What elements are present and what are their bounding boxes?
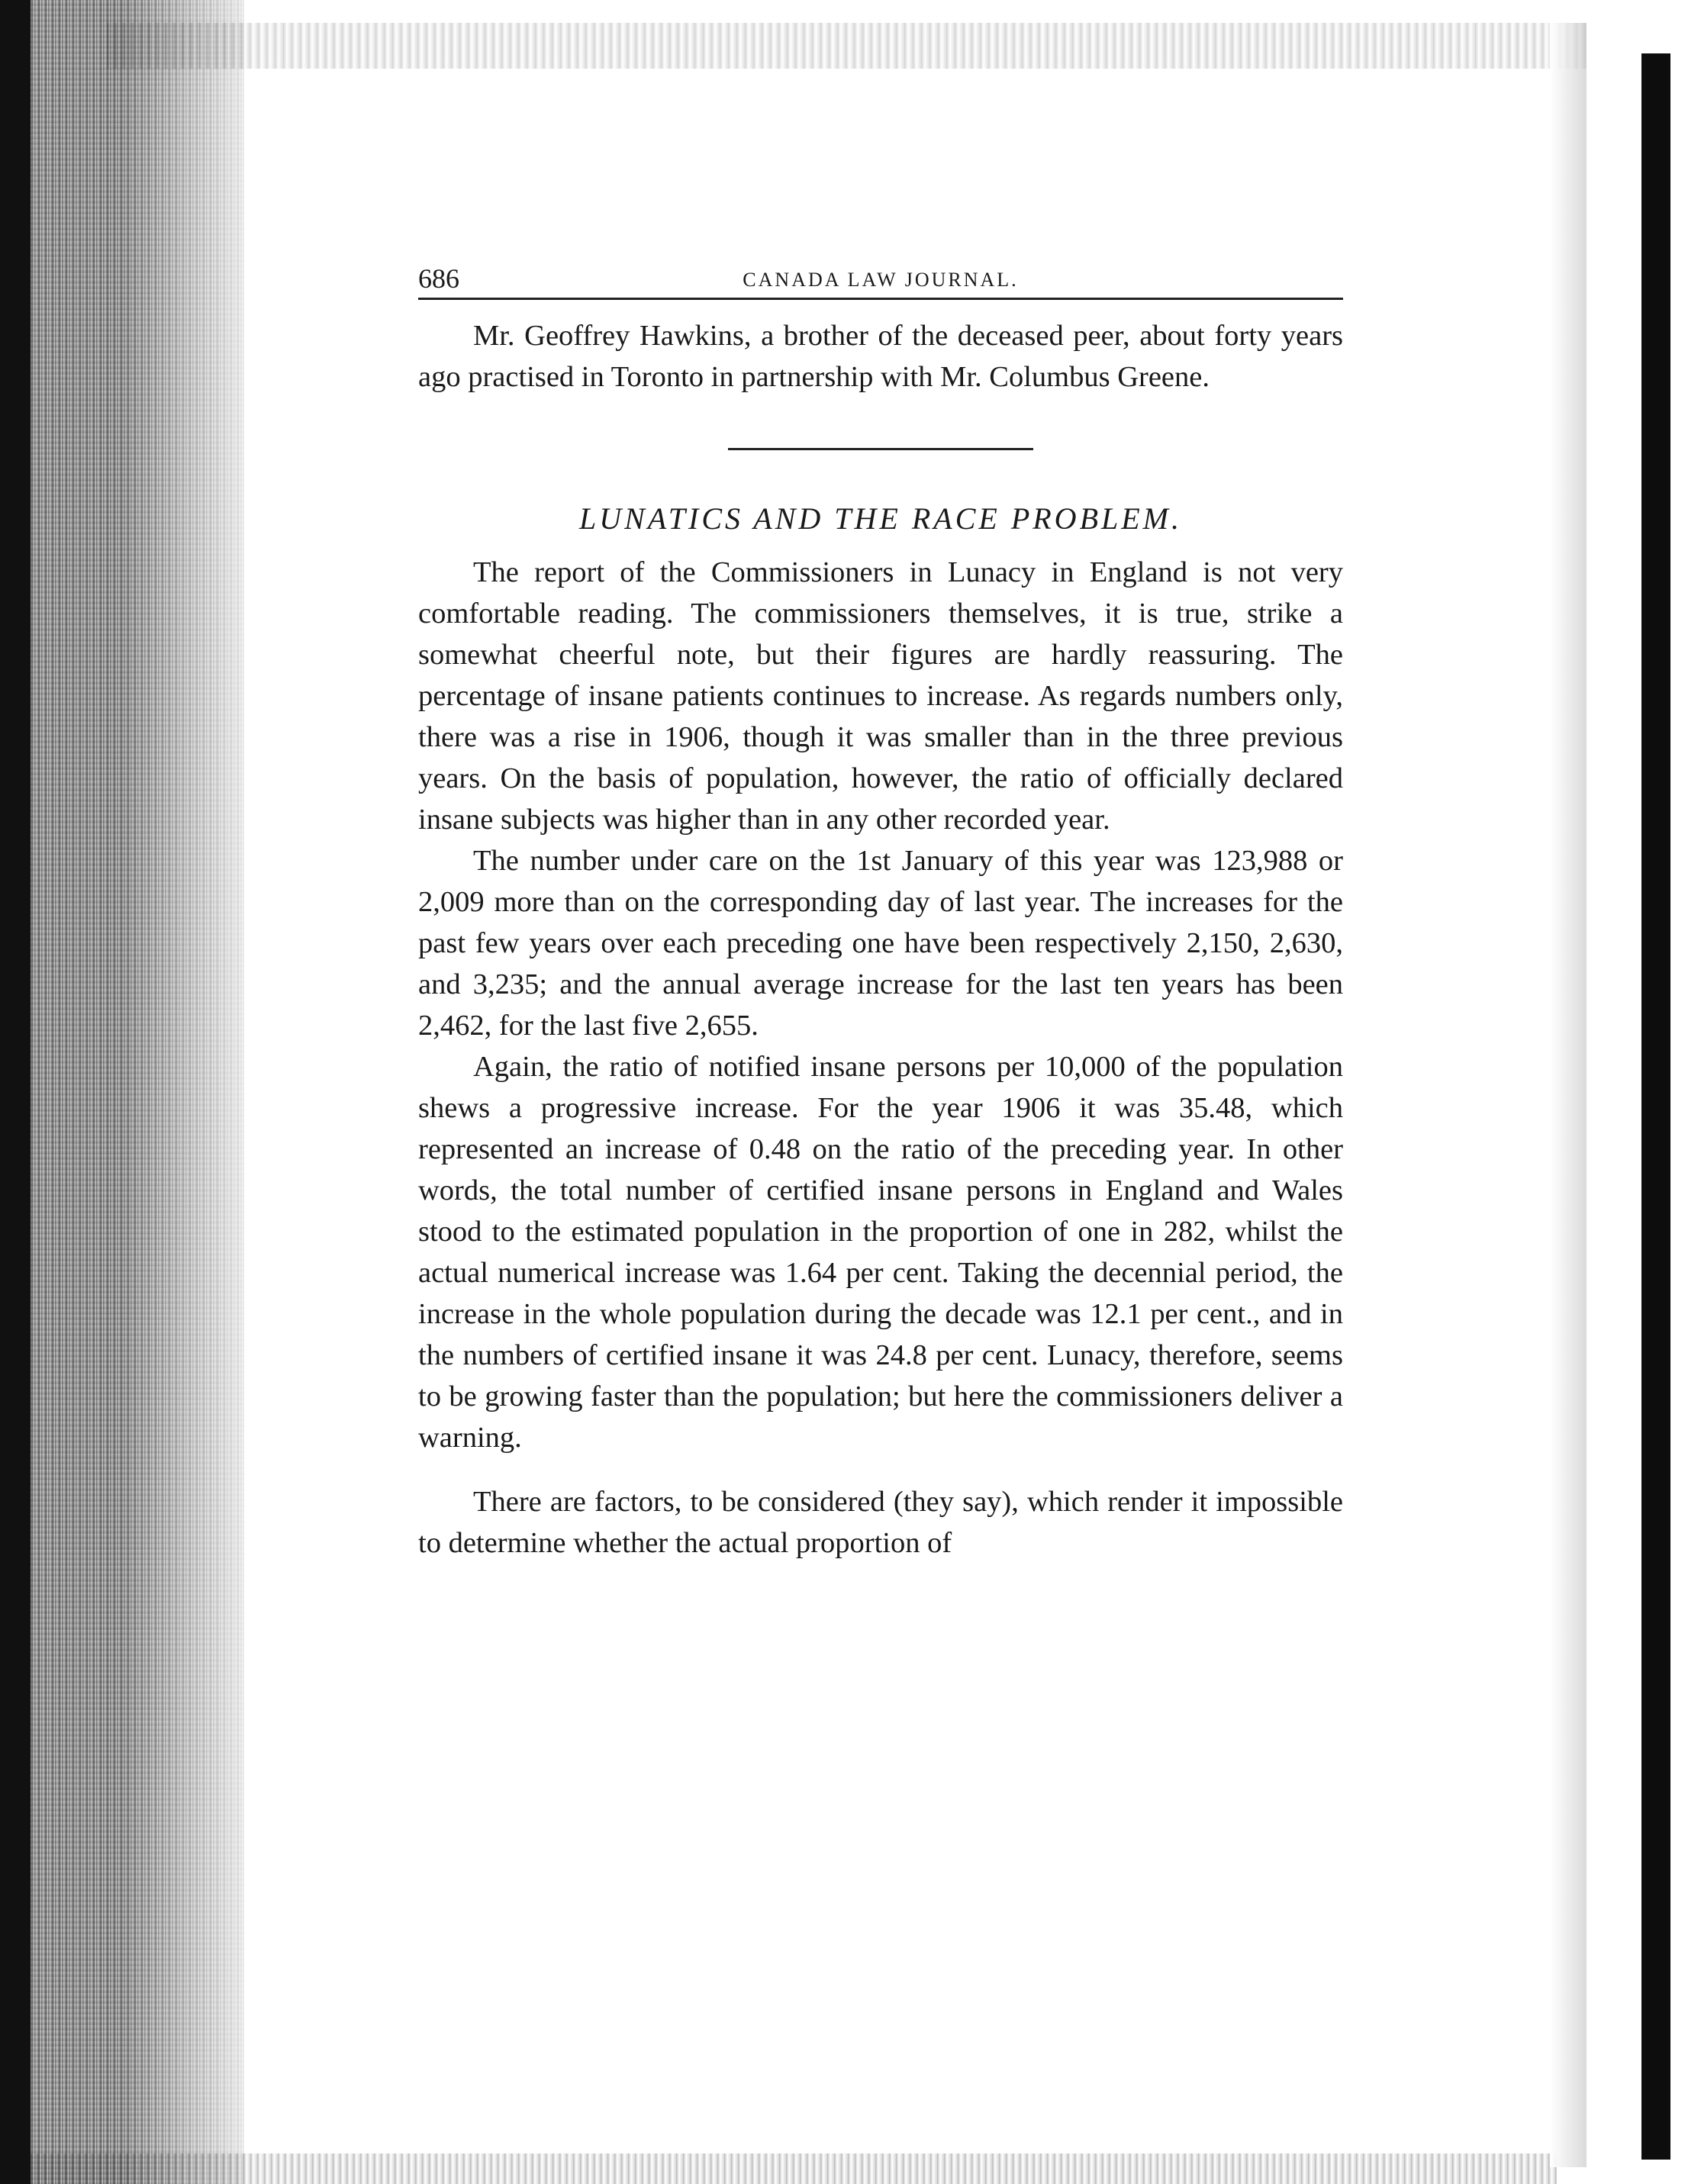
article-paragraph-3: Again, the ratio of notified insane persons per 10,000 of the population shews a progressive increase. For the year 1906 it was 35.48, which represented an increase of 0.48 on the ratio of the preceding year. In other words, the total number of certified insane persons in England and Wales stood to the estimated population in the proportion of one in 282, whilst the actual numerical increase was 1.64 per cent. Taking the decennial period, the increase in the whole population during the decade was 12.1 per cent., and in the numbers of certified insane it was 24.8 per cent. Lunacy, therefore, seems to be growing faster than the population; but here the commissioners deliver a warning. — [418, 1051, 1343, 1454]
scan-binding-fade — [122, 0, 275, 2184]
journal-page — [418, 252, 1343, 1564]
article-title: LUNATICS AND THE RACE PROBLEM. — [578, 501, 1183, 536]
quoted-paragraph: There are factors, to be considered (they say), which render it impossible to determine whether the actual proportion of — [418, 1486, 1343, 1559]
running-head — [418, 252, 1343, 300]
section-divider — [728, 448, 1033, 450]
intro-paragraph: Mr. Geoffrey Hawkins, a brother of the deceased peer, about forty years ago practised in Toronto in partnership with Mr. Columbus Greene. — [418, 320, 1343, 393]
page-number: 686 — [418, 263, 459, 294]
scan-left-edge — [0, 0, 31, 2184]
journal-title: CANADA LAW JOURNAL. — [743, 269, 1019, 291]
article-paragraph-2: The number under care on the 1st January of this year was 123,988 or 2,009 more than on the corresponding day of last year. The increases for the past few years over each preceding one have been respectively 2,150, 2,630, and 3,235; and the annual average increase for the last ten years has been 2,462, for the last five 2,655. — [418, 845, 1343, 1042]
scan-right-edge — [1641, 53, 1670, 2160]
article-paragraph-1: The report of the Commissioners in Lunacy in England is not very comfortable reading. The commissioners themselves, it is true, strike a somewhat cheerful note, but their figures are hardly reassuring. The percentage of insane patients continues to increase. As regards numbers only, there was a rise in 1906, though it was smaller than in the three previous years. On the basis of population, however, the ratio of officially declared insane subjects was higher than in any other recorded year. — [418, 556, 1343, 836]
scan-top-noise — [107, 23, 1633, 69]
scan-bottom-noise — [31, 2153, 1557, 2184]
